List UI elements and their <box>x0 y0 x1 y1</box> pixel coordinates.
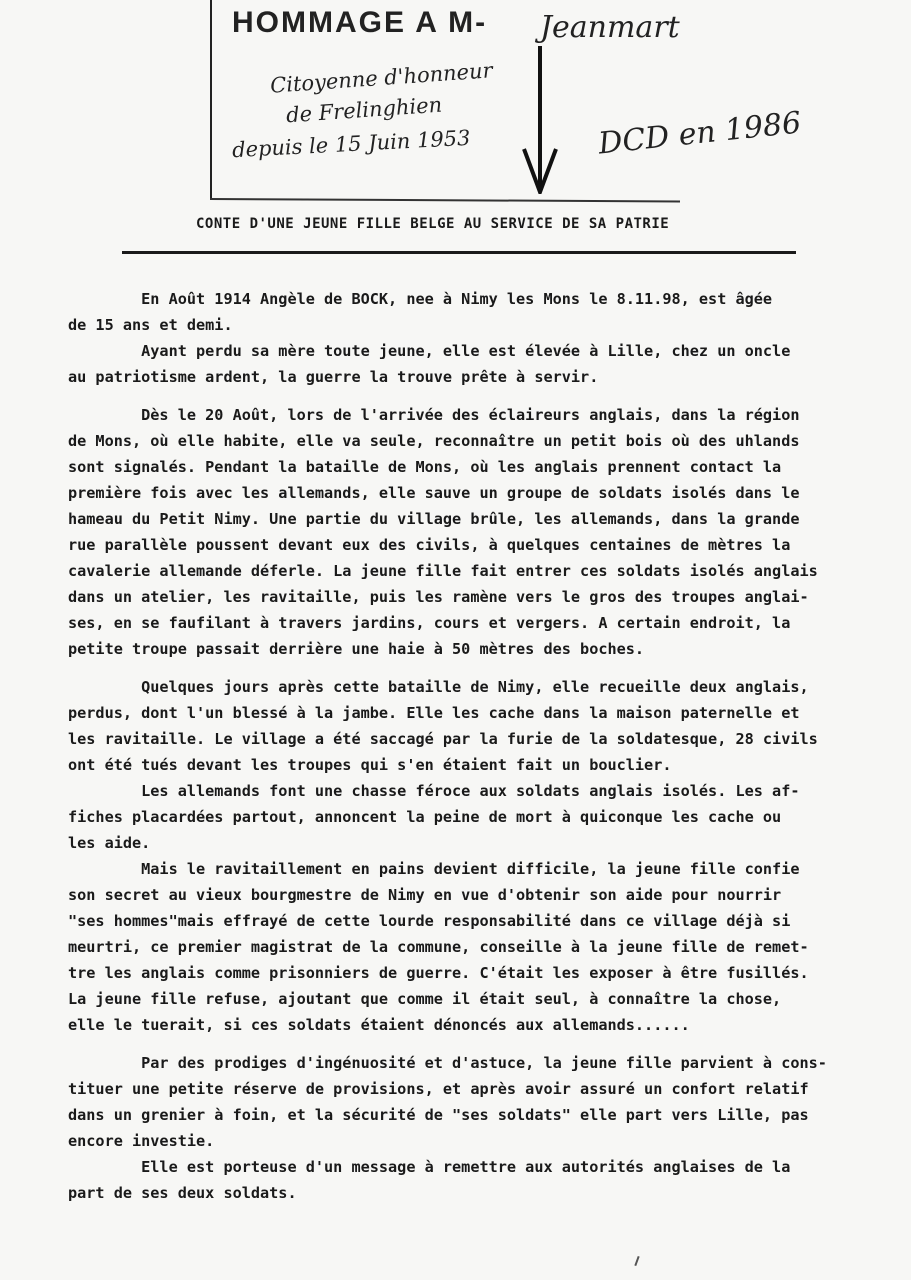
text-line: En Août 1914 Angèle de BOCK, nee à Nimy les Mons le 8.11.98, est âgée <box>68 290 773 308</box>
text-line: ont été tués devant les troupes qui s'en étaient fait un bouclier. <box>68 756 672 774</box>
text-line: tituer une petite réserve de provisions, et après avoir assuré un confort relatif <box>68 1080 809 1098</box>
text-line: rue parallèle poussent devant eux des civils, à quelques centaines de mètres la <box>68 536 791 554</box>
handwritten-line-2: de Frelinghien <box>285 92 443 128</box>
paragraph-gap <box>68 1038 898 1050</box>
text-line: Par des prodiges d'ingénuosité et d'astuce, la jeune fille parvient à cons- <box>68 1054 827 1072</box>
text-line: de Mons, où elle habite, elle va seule, reconnaître un petit bois où des uhlands <box>68 432 800 450</box>
heading-rule <box>122 251 796 254</box>
text-line: Dès le 20 Août, lors de l'arrivée des éclaireurs anglais, dans la région <box>68 406 800 424</box>
text-line: dans un grenier à foin, et la sécurité de "ses soldats" elle part vers Lille, pas <box>68 1106 809 1124</box>
text-line: les aide. <box>68 834 151 852</box>
text-line: première fois avec les allemands, elle sauve un groupe de soldats isolés dans le <box>68 484 800 502</box>
text-line: petite troupe passait derrière une haie à 50 mètres des boches. <box>68 640 645 658</box>
text-line: de 15 ans et demi. <box>68 316 233 334</box>
text-line: au patriotisme ardent, la guerre la trouve prête à servir. <box>68 368 599 386</box>
paragraph-gap <box>68 662 898 674</box>
text-line: Mais le ravitaillement en pains devient difficile, la jeune fille confie <box>68 860 800 878</box>
text-line: ses, en se faufilant à travers jardins, cours et vergers. A certain endroit, la <box>68 614 791 632</box>
handwritten-title: HOMMAGE A M- <box>232 6 488 39</box>
paragraph-gap <box>68 390 898 402</box>
text-line: sont signalés. Pendant la bataille de Mons, où les anglais prennent contact la <box>68 458 782 476</box>
text-line: "ses hommes"mais effrayé de cette lourde responsabilité dans ce village déjà si <box>68 912 791 930</box>
text-line: Elle est porteuse d'un message à remettre aux autorités anglaises de la <box>68 1158 791 1176</box>
down-arrow-icon <box>520 44 560 194</box>
handwritten-line-1: Citoyenne d'honneur <box>269 58 494 98</box>
text-line: dans un atelier, les ravitaille, puis les ramène vers le gros des troupes anglai- <box>68 588 809 606</box>
text-line: meurtri, ce premier magistrat de la commune, conseille à la jeune fille de remet- <box>68 938 809 956</box>
text-line: les ravitaille. Le village a été saccagé par la furie de la soldatesque, 28 civils <box>68 730 818 748</box>
text-line: fiches placardées partout, annoncent la peine de mort à quiconque les cache ou <box>68 808 782 826</box>
header-box-border <box>210 198 680 202</box>
document-body <box>68 286 898 1206</box>
text-line: Quelques jours après cette bataille de Nimy, elle recueille deux anglais, <box>68 678 809 696</box>
text-line: hameau du Petit Nimy. Une partie du village brûle, les allemands, dans la grande <box>68 510 800 528</box>
stray-mark <box>634 1256 639 1266</box>
text-line: cavalerie allemande déferle. La jeune fille fait entrer ces soldats isolés anglais <box>68 562 818 580</box>
document-heading: CONTE D'UNE JEUNE FILLE BELGE AU SERVICE DE SA PATRIE <box>196 216 670 232</box>
handwritten-name: Jeanmart <box>540 10 680 45</box>
handwritten-note: DCD en 1986 <box>596 105 803 162</box>
text-line: elle le tuerait, si ces soldats étaient dénoncés aux allemands...... <box>68 1016 690 1034</box>
text-line: part de ses deux soldats. <box>68 1184 297 1202</box>
text-line: perdus, dont l'un blessé à la jambe. Elle les cache dans la maison paternelle et <box>68 704 800 722</box>
header-box-border <box>210 0 212 200</box>
text-line: son secret au vieux bourgmestre de Nimy en vue d'obtenir son aide pour nourrir <box>68 886 782 904</box>
handwritten-line-3: depuis le 15 Juin 1953 <box>231 125 471 163</box>
text-line: Ayant perdu sa mère toute jeune, elle est élevée à Lille, chez un oncle <box>68 342 791 360</box>
text-line: Les allemands font une chasse féroce aux soldats anglais isolés. Les af- <box>68 782 800 800</box>
text-line: La jeune fille refuse, ajoutant que comme il était seul, à connaître la chose, <box>68 990 782 1008</box>
text-line: encore investie. <box>68 1132 215 1150</box>
text-line: tre les anglais comme prisonniers de guerre. C'était les exposer à être fusillés. <box>68 964 809 982</box>
